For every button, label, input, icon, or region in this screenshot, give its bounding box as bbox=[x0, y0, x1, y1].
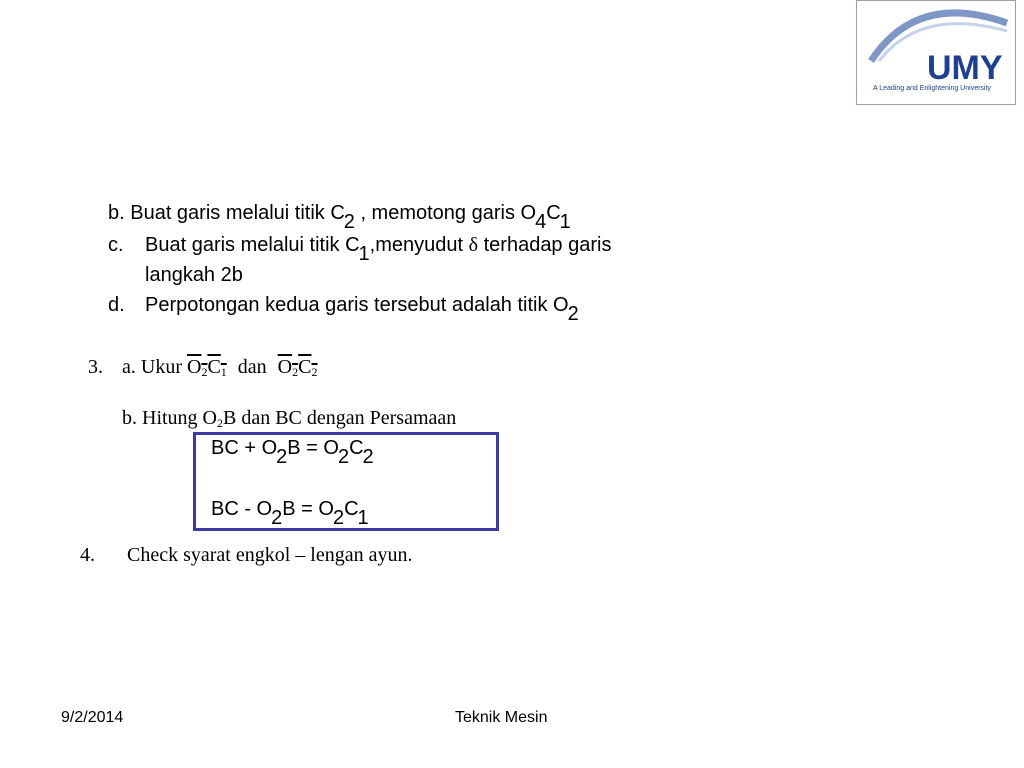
footer-date: 9/2/2014 bbox=[61, 709, 124, 726]
step-b-sub: 2 bbox=[343, 211, 355, 233]
step-3a bbox=[122, 356, 317, 379]
university-logo bbox=[856, 0, 1016, 105]
step-3-number: 3. bbox=[88, 356, 103, 378]
segment-o2c2: O2C2 bbox=[277, 356, 318, 379]
step-d-marker: d. bbox=[108, 294, 125, 316]
footer-title: Teknik Mesin bbox=[455, 709, 548, 726]
step-3b-sub: 2 bbox=[217, 416, 223, 430]
logo-wordmark: UMY bbox=[927, 49, 1003, 87]
step-b-text: b. Buat garis melalui titik C bbox=[108, 202, 345, 224]
step-b-sub: 4 bbox=[535, 211, 547, 233]
step-c-marker: c. bbox=[108, 234, 124, 256]
step-d-text: Perpotongan kedua garis tersebut adalah titik O bbox=[145, 294, 569, 316]
step-c-sub: 1 bbox=[358, 243, 370, 265]
step-c-line1 bbox=[145, 234, 612, 265]
step-c bbox=[108, 234, 124, 257]
logo-tagline: A Leading and Enlightening University bbox=[873, 85, 991, 92]
step-b-sub: 1 bbox=[559, 211, 571, 233]
step-d-sub: 2 bbox=[567, 303, 579, 325]
step-3b-post: B dan BC dengan Persamaan bbox=[223, 407, 457, 429]
equation-2: BC - O2B = O2C1 bbox=[211, 498, 369, 529]
step-3b bbox=[122, 407, 456, 430]
step-3a-dan: dan bbox=[232, 356, 272, 378]
step-3a-text: a. Ukur bbox=[122, 356, 187, 378]
step-4-number: 4. bbox=[80, 544, 95, 566]
step-4-text: Check syarat engkol – lengan ayun. bbox=[127, 544, 413, 566]
step-b-mid: , memotong garis O bbox=[354, 202, 537, 224]
segment-o2c1: O2C1 bbox=[186, 356, 227, 379]
step-d bbox=[145, 294, 579, 325]
step-c-post2: terhadap garis bbox=[478, 234, 612, 256]
step-b bbox=[108, 202, 571, 233]
step-3b-text: b. Hitung O bbox=[122, 407, 217, 429]
step-c-post: ,menyudut bbox=[369, 234, 469, 256]
equation-1: BC + O2B = O2C2 bbox=[211, 437, 374, 468]
delta-symbol: δ bbox=[468, 234, 479, 256]
step-c-line2: langkah 2b bbox=[145, 264, 243, 286]
step-c-text: Buat garis melalui titik C bbox=[145, 234, 360, 256]
step-b-c: C bbox=[546, 202, 561, 224]
